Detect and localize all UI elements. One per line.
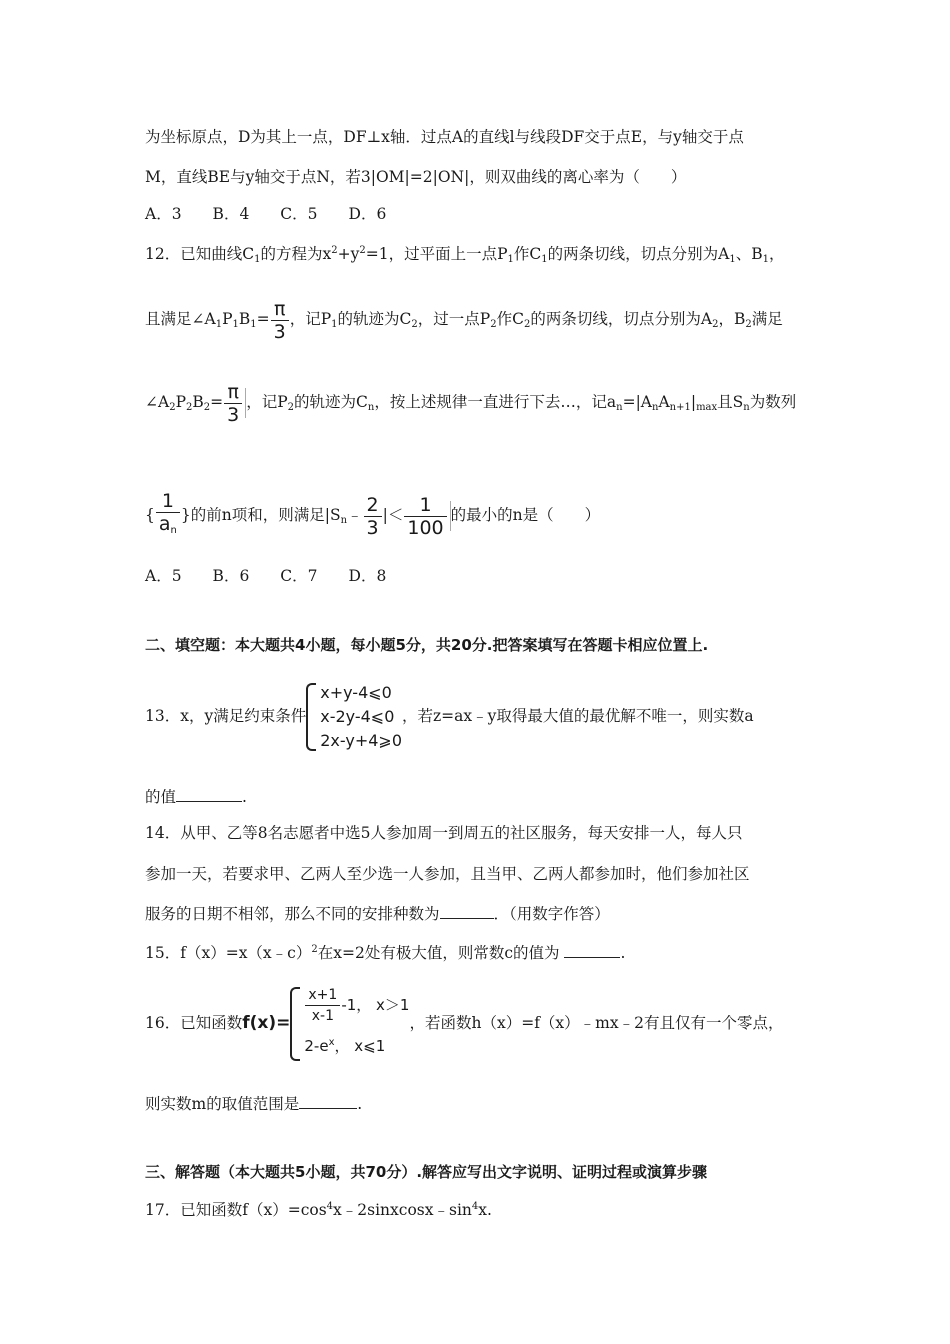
text-line: 为坐标原点，D为其上一点，DF⊥x轴．过点A的直线l与线段DF交于点E，与y轴交于点	[145, 128, 744, 146]
question-16-line-2: 则实数m的取值范围是 .	[145, 1095, 363, 1113]
section-3-heading: 三、解答题（本大题共5小题，共70分）.解答应写出文字说明、证明过程或演算步骤	[145, 1163, 708, 1181]
question-14-line-3: 服务的日期不相邻，那么不同的安排种数为 ．（用数字作答）	[145, 905, 610, 923]
brace	[306, 683, 316, 751]
brace	[290, 987, 300, 1061]
answer-blank[interactable]	[440, 903, 494, 919]
fraction-pi-over-3: $\frac{\pi}{3}$	[271, 298, 289, 343]
question-14-line-2: 参加一天，若要求甲、乙两人至少选一人参加，且当甲、乙两人都参加时，他们参加社区	[145, 865, 750, 883]
question-12-line-2: 且满足$\angle A_1P_1B_1=$ $\frac{\pi}{3}$ ，记$P_1$的轨迹为$C_2$，过一点$P_2$作$C_2$的两条切线，切点分别为$A_2$，$B_2$满足	[145, 297, 783, 343]
question-13-line-2: 的值 .	[145, 788, 247, 806]
question-16-line-1: 16．已知函数f(x)= $\frac{x+1}{x-1}$ -1， x＞1 $2-e^x$， x⩽1 ，若函数h（x）=f（x）﹣mx﹣2有且仅有一个零点，	[145, 985, 783, 1063]
text-line: M，直线BE与y轴交于点N，若3|OM|=2|ON|，则双曲线的离心率为（ ）	[145, 168, 687, 186]
constraint-system: x+y-4⩽0 x-2y-4⩽0 2x-y+4⩾0	[306, 681, 402, 753]
question-12-line-4: { $\frac{1}{a_n}$ }的前n项和，则满足$|S_n﹣$ $\frac{2}{3}$ |＜ $\frac{1}{100}$ 的最小的n是（ ）	[145, 488, 600, 548]
answer-blank[interactable]	[176, 786, 242, 802]
fraction-pi-over-3: $\frac{\pi}{3}$	[224, 381, 242, 426]
answer-blank[interactable]	[299, 1093, 357, 1109]
section-2-heading: 二、填空题：本大题共4小题，每小题5分，共20分.把答案填写在答题卡相应位置上.	[145, 636, 709, 654]
options-line: A．3 B．4 C．5 D．6	[145, 205, 387, 223]
fraction-2-over-3: $\frac{2}{3}$	[364, 494, 382, 539]
piecewise-function: $\frac{x+1}{x-1}$ -1， x＞1 $2-e^x$， x⩽1	[290, 985, 409, 1063]
fraction-1-over-100: $\frac{1}{100}$	[404, 494, 446, 539]
options-line: A．5 B．6 C．7 D．8	[145, 567, 387, 585]
question-12-line-3: $\angle A_2P_2B_2=$ $\frac{\pi}{3}$ ，记$P_2$的轨迹为$C_n$，按上述规律一直进行下去…，记$a_n=|A_nA_{n+1}|_{max}$且$S_n$为数列	[145, 380, 797, 426]
question-13-line-1: 13．x，y满足约束条件 x+y-4⩽0 x-2y-4⩽0 2x-y+4⩾0 ，若z=ax﹣y取得最大值的最优解不唯一，则实数a	[145, 676, 754, 756]
question-15: 15．f（x）=x（x﹣c）$^2$在x=2处有极大值，则常数c的值为 .	[145, 944, 626, 962]
answer-blank[interactable]	[564, 942, 620, 958]
fraction-1-over-an: $\frac{1}{a_n}$	[156, 490, 180, 542]
question-14-line-1: 14．从甲、乙等8名志愿者中选5人参加周一到周五的社区服务，每天安排一人，每人只	[145, 824, 743, 842]
question-17: 17．已知函数$f(x)=\cos^4x﹣2sinxcosx﹣\sin^4x$.	[145, 1201, 492, 1219]
question-12-line-1: 12．已知曲线$C_1$的方程为$x^2+y^2=1$，过平面上一点$P_1$作$C_1$的两条切线，切点分别为$A_1$、$B_1$，	[145, 245, 785, 265]
